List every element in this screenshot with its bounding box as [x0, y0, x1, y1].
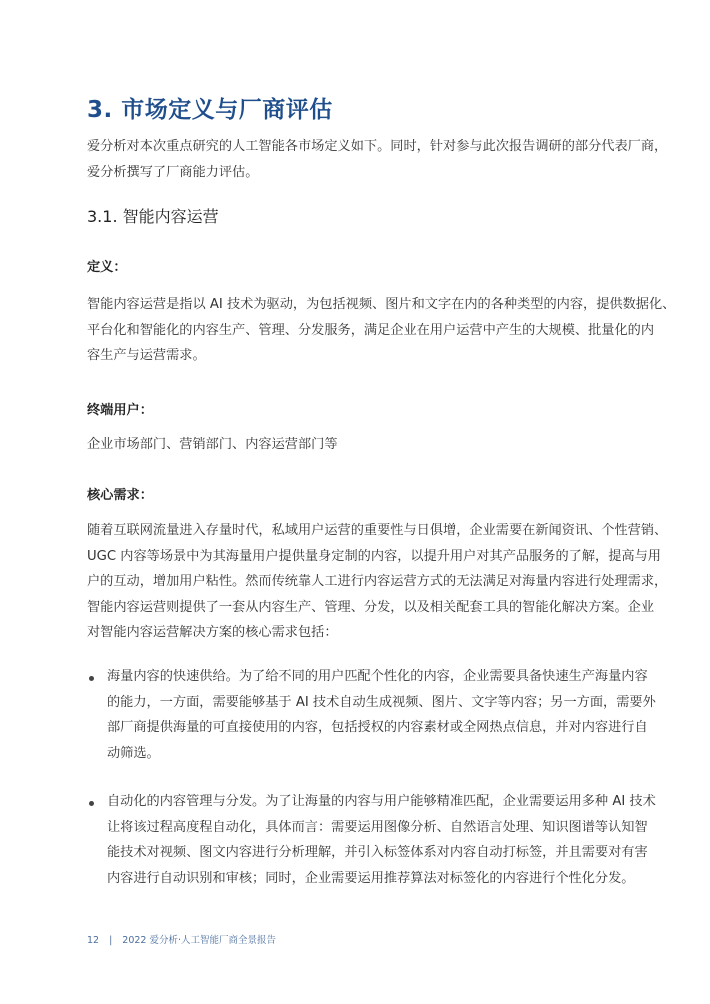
end-users-label: 终端用户： — [87, 403, 153, 418]
bullet-item — [107, 664, 656, 766]
core-needs-label: 核心需求： — [87, 488, 153, 503]
core-needs-line: UGC 内容等场景中为其海量用户提供量身定制的内容，以提升用户对其产品服务的了解，提高与用 — [87, 548, 661, 564]
bullet-line: 的能力，一方面，需要能够基于 AI 技术自动生成视频、图片、文字等内容；另一方面，需要外 — [107, 694, 656, 710]
end-users-text — [87, 432, 627, 458]
definition-paragraph — [87, 292, 676, 369]
definition-label: 定义： — [87, 260, 127, 275]
bullet-line: 部厂商提供海量的可直接使用的内容，包括授权的内容素材或全网热点信息，并对内容进行自 — [107, 720, 648, 735]
core-needs-paragraph — [87, 518, 668, 646]
definition-line: 智能内容运营是指以 AI 技术为驱动，为包括视频、图片和文字在内的各种类型的内容，提供数据化、 — [87, 297, 676, 312]
core-needs-line: 户的互动，增加用户粘性。然而传统靠人工进行内容运营方式的无法满足对海量内容进行处理需求， — [87, 574, 668, 589]
report-title: 2022 爱分析·人工智能厂商全景报告 — [122, 935, 277, 946]
bullet-dot-icon — [89, 676, 94, 681]
footer-separator: | — [109, 935, 113, 946]
subsection-title: 3.1. 智能内容运营 — [87, 207, 219, 226]
intro-line: 爱分析撰写了厂商能力评估。 — [87, 164, 259, 180]
page-number: 12 — [87, 935, 100, 946]
definition-line: 平台化和智能化的内容生产、管理、分发服务，满足企业在用户运营中产生的大规模、批量化的内 — [87, 322, 655, 338]
end-users-line: 企业市场部门、营销部门、内容运营部门等 — [87, 437, 338, 452]
bullet-line: 让将该过程高度程自动化，具体而言：需要运用图像分析、自然语言处理、知识图谱等认知智 — [107, 819, 648, 835]
core-needs-line: 对智能内容运营解决方案的核心需求包括： — [87, 625, 338, 640]
bullet-line: 动筛选。 — [107, 745, 160, 761]
bullet-item — [107, 789, 656, 891]
definition-line: 容生产与运营需求。 — [87, 348, 206, 363]
page-footer — [87, 932, 276, 946]
bullet-line: 海量内容的快速供给。为了给不同的用户匹配个性化的内容，企业需要具备快速生产海量内容 — [107, 669, 648, 684]
bullet-line: 内容进行自动识别和审核；同时，企业需要运用推荐算法对标签化的内容进行个性化分发。 — [107, 870, 635, 886]
section-title: 3. 市场定义与厂商评估 — [87, 97, 333, 123]
bullet-dot-icon — [89, 801, 94, 806]
intro-paragraph — [87, 134, 668, 185]
bullet-line: 能技术对视频、图文内容进行分析理解，并引入标签体系对内容自动打标签，并且需要对有害 — [107, 845, 648, 860]
core-needs-line: 智能内容运营则提供了一套从内容生产、管理、分发，以及相关配套工具的智能化解决方案。企业 — [87, 599, 655, 615]
bullet-line: 自动化的内容管理与分发。为了让海量的内容与用户能够精准匹配，企业需要运用多种 AI 技术 — [107, 794, 656, 809]
core-needs-line: 随着互联网流量进入存量时代，私域用户运营的重要性与日俱增，企业需要在新闻资讯、个性营销、 — [87, 523, 668, 538]
intro-line: 爱分析对本次重点研究的人工智能各市场定义如下。同时，针对参与此次报告调研的部分代表厂商， — [87, 139, 668, 154]
